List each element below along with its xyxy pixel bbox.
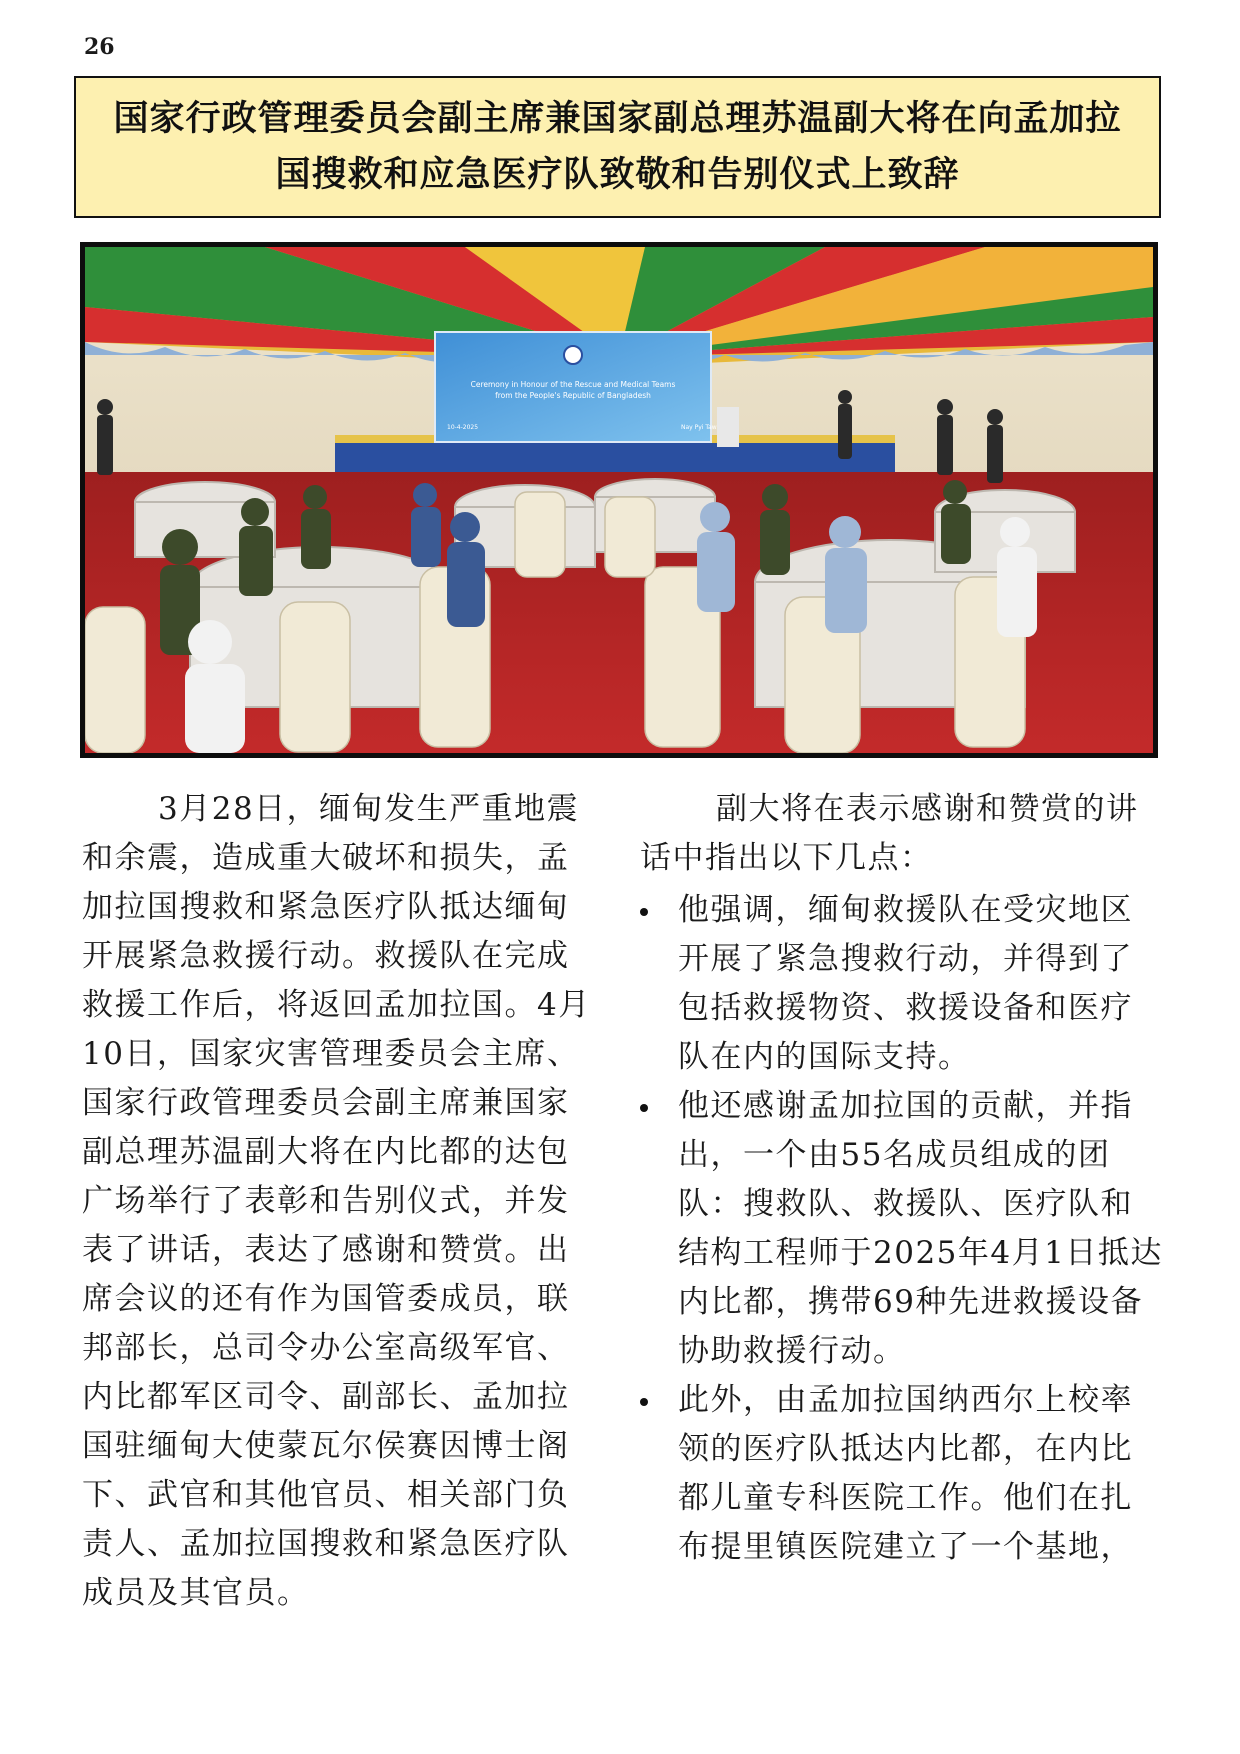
title-line-1: 国家行政管理委员会副主席兼国家副总理苏温副大将在向孟加拉 — [113, 99, 1122, 139]
paragraph-line: 内比都军区司令、副部长、孟加拉 — [82, 1379, 570, 1415]
title-box — [74, 76, 1161, 218]
speech-intro — [640, 785, 1166, 834]
paragraph-line: 开展紧急救援行动。救援队在完成 — [82, 938, 570, 974]
bullet-line: 他强调，缅甸救援队在受灾地区 — [678, 892, 1133, 928]
paragraph-line: 下、武官和其他官员、相关部门负 — [82, 1477, 570, 1513]
paragraph-line: 表了讲话，表达了感谢和赞赏。出 — [82, 1232, 570, 1268]
bullet-line: 队在内的国际支持。 — [678, 1039, 971, 1075]
paragraph-line: 10日，国家灾害管理委员会主席、 — [82, 1036, 580, 1072]
bullet-icon — [640, 1398, 648, 1406]
bullet-line: 领的医疗队抵达内比都，在内比 — [678, 1431, 1133, 1467]
ceremony-photo — [80, 242, 1158, 758]
paragraph-line: 成员及其官员。 — [82, 1575, 310, 1611]
paragraph-line: 和余震，造成重大破坏和损失，孟 — [82, 840, 570, 876]
speech-point — [640, 1082, 1166, 1376]
paragraph-line: 席会议的还有作为国管委成员，联 — [82, 1281, 570, 1317]
intro-paragraph — [82, 785, 602, 834]
paragraph-line: 国家行政管理委员会副主席兼国家 — [82, 1085, 570, 1121]
speech-point — [640, 1376, 1166, 1572]
paragraph-line: 副总理苏温副大将在内比都的达包 — [82, 1134, 570, 1170]
ceremony-photo-illustration — [85, 247, 1153, 753]
paragraph-continuation — [82, 834, 602, 1618]
bullet-line: 出，一个由55名成员组成的团 — [678, 1137, 1111, 1173]
speech-points-list — [640, 886, 1166, 1572]
paragraph-line: 话中指出以下几点： — [640, 840, 933, 876]
bullet-line: 都儿童专科医院工作。他们在扎 — [678, 1480, 1133, 1516]
bullet-line: 队：搜救队、救援队、医疗队和 — [678, 1186, 1133, 1222]
paragraph-line: 责人、孟加拉国搜救和紧急医疗队 — [82, 1526, 570, 1562]
bullet-line: 此外，由孟加拉国纳西尔上校率 — [678, 1382, 1133, 1418]
bullet-line: 包括救援物资、救援设备和医疗 — [678, 990, 1133, 1026]
paragraph-line: 救援工作后，将返回孟加拉国。4月 — [82, 987, 591, 1023]
screen-date: 10-4-2025 — [447, 424, 479, 431]
bullet-line: 结构工程师于2025年4月1日抵达 — [678, 1235, 1163, 1271]
left-column — [82, 785, 602, 1618]
bullet-line: 协助救援行动。 — [678, 1333, 906, 1369]
bullet-icon — [640, 908, 648, 916]
paragraph-line: 国驻缅甸大使蒙瓦尔侯赛因博士阁 — [82, 1428, 570, 1464]
paragraph-line: 加拉国搜救和紧急医疗队抵达缅甸 — [82, 889, 570, 925]
bullet-line: 布提里镇医院建立了一个基地， — [678, 1529, 1133, 1565]
screen-location: Nay Pyi Taw — [681, 424, 717, 431]
speech-point — [640, 886, 1166, 1082]
title-line-2: 国搜救和应急医疗队致敬和告别仪式上致辞 — [275, 155, 960, 195]
paragraph-line: 3月28日，缅甸发生严重地震 — [158, 791, 580, 827]
screen-line-1: Ceremony in Honour of the Rescue and Medical Teams — [470, 380, 676, 389]
paragraph-line: 副大将在表示感谢和赞赏的讲 — [716, 791, 1139, 827]
screen-line-2: from the People's Republic of Bangladesh — [495, 391, 651, 400]
paragraph-line: 邦部长，总司令办公室高级军官、 — [82, 1330, 570, 1366]
bullet-line: 开展了紧急搜救行动，并得到了 — [678, 941, 1133, 977]
page-number: 26 — [84, 34, 115, 60]
bullet-line: 他还感谢孟加拉国的贡献，并指 — [678, 1088, 1133, 1124]
bullet-line: 内比都，携带69种先进救援设备 — [678, 1284, 1143, 1320]
paragraph-line: 广场举行了表彰和告别仪式，并发 — [82, 1183, 570, 1219]
bullet-icon — [640, 1104, 648, 1112]
right-column — [640, 785, 1166, 1572]
